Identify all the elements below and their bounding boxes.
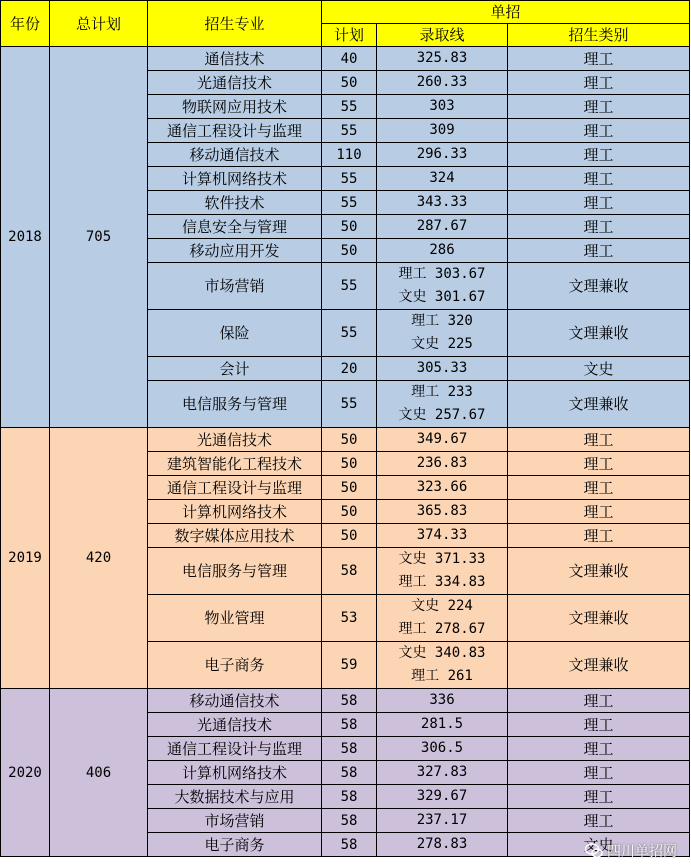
cutoff-cell [377,381,508,428]
plan-cell: 53 [322,595,377,642]
cutoff-cell [377,143,508,167]
cutoff-line: 327.83 [416,764,468,780]
year-cell: 2018 [1,47,50,428]
cutoff-cell [377,500,508,524]
major-cell: 电信服务与管理 [148,548,322,595]
cutoff-line: 文史 224 [411,598,473,614]
plan-cell: 55 [322,310,377,357]
cutoff-cell [377,167,508,191]
plan-cell: 58 [322,833,377,857]
major-cell: 保险 [148,310,322,357]
major-cell: 移动通信技术 [148,689,322,713]
cutoff-line: 343.33 [416,194,468,210]
category-cell: 理工 [508,713,690,737]
category-cell: 理工 [508,239,690,263]
major-cell: 市场营销 [148,809,322,833]
plan-cell: 58 [322,548,377,595]
plan-cell: 58 [322,761,377,785]
table-header [1,1,690,47]
cutoff-cell [377,47,508,71]
plan-cell: 40 [322,47,377,71]
cutoff-cell [377,524,508,548]
plan-cell: 55 [322,191,377,215]
cutoff-line: 281.5 [420,716,464,732]
cutoff-cell [377,119,508,143]
cutoff-line: 237.17 [416,812,468,828]
wechat-icon [585,843,603,859]
cutoff-line: 325.83 [416,50,468,66]
major-cell: 计算机网络技术 [148,761,322,785]
cutoff-line: 303 [429,98,455,114]
major-cell: 通信工程设计与监理 [148,119,322,143]
major-cell: 软件技术 [148,191,322,215]
cutoff-line: 349.67 [416,431,468,447]
cutoff-line: 329.67 [416,788,468,804]
cutoff-line: 336 [429,692,455,708]
major-cell: 光通信技术 [148,71,322,95]
cutoff-line: 文史 371.33 [398,551,486,567]
category-cell: 理工 [508,452,690,476]
cutoff-line: 理工 278.67 [398,621,486,637]
plan-cell: 58 [322,785,377,809]
category-cell: 文理兼收 [508,381,690,428]
header-major: 招生专业 [148,1,322,47]
category-cell: 理工 [508,167,690,191]
cutoff-cell [377,476,508,500]
cutoff-cell [377,689,508,713]
plan-cell: 110 [322,143,377,167]
plan-cell: 55 [322,263,377,310]
total-plan-cell: 420 [50,428,148,689]
header-year: 年份 [1,1,50,47]
cutoff-line: 306.5 [420,740,464,756]
header-cutoff: 录取线 [377,24,508,47]
category-cell: 理工 [508,47,690,71]
cutoff-line: 323.66 [416,479,468,495]
category-cell: 理工 [508,191,690,215]
plan-cell: 50 [322,524,377,548]
cutoff-line: 文史 225 [411,336,473,352]
plan-cell: 50 [322,500,377,524]
major-cell: 计算机网络技术 [148,500,322,524]
major-cell: 通信工程设计与监理 [148,476,322,500]
cutoff-cell [377,595,508,642]
category-cell: 文史 [508,833,690,857]
category-cell: 理工 [508,95,690,119]
major-cell: 移动应用开发 [148,239,322,263]
plan-cell: 50 [322,71,377,95]
major-cell: 电子商务 [148,642,322,689]
cutoff-cell [377,761,508,785]
table-row [1,47,690,71]
header-total-plan: 总计划 [50,1,148,47]
cutoff-line: 236.83 [416,455,468,471]
cutoff-line: 296.33 [416,146,468,162]
major-cell: 电信服务与管理 [148,381,322,428]
cutoff-line: 理工 334.83 [398,574,486,590]
category-cell: 理工 [508,737,690,761]
major-cell: 光通信技术 [148,428,322,452]
plan-cell: 50 [322,428,377,452]
major-cell: 市场营销 [148,263,322,310]
major-cell: 信息安全与管理 [148,215,322,239]
cutoff-line: 365.83 [416,503,468,519]
plan-cell: 58 [322,689,377,713]
major-cell: 数字媒体应用技术 [148,524,322,548]
cutoff-cell [377,95,508,119]
cutoff-line: 文史 257.67 [398,407,486,423]
cutoff-cell [377,71,508,95]
major-cell: 物业管理 [148,595,322,642]
cutoff-line: 260.33 [416,74,468,90]
plan-cell: 50 [322,476,377,500]
cutoff-line: 309 [429,122,455,138]
major-cell: 会计 [148,357,322,381]
year-cell: 2019 [1,428,50,689]
watermark [585,841,677,861]
category-cell: 理工 [508,785,690,809]
category-cell: 理工 [508,215,690,239]
major-cell: 大数据技术与应用 [148,785,322,809]
cutoff-cell [377,548,508,595]
cutoff-cell [377,452,508,476]
table-body [1,47,690,857]
cutoff-line: 286 [429,242,455,258]
table-row [1,689,690,713]
plan-cell: 55 [322,95,377,119]
category-cell: 理工 [508,143,690,167]
total-plan-cell: 705 [50,47,148,428]
header-category: 招生类别 [508,24,690,47]
cutoff-cell [377,191,508,215]
category-cell: 理工 [508,71,690,95]
cutoff-cell [377,428,508,452]
category-cell: 理工 [508,524,690,548]
cutoff-cell [377,310,508,357]
year-cell: 2020 [1,689,50,857]
major-cell: 电子商务 [148,833,322,857]
plan-cell: 20 [322,357,377,381]
cutoff-line: 理工 320 [411,313,473,329]
category-cell: 理工 [508,119,690,143]
plan-cell: 59 [322,642,377,689]
plan-cell: 55 [322,381,377,428]
total-plan-cell: 406 [50,689,148,857]
cutoff-cell [377,239,508,263]
header-plan: 计划 [322,24,377,47]
cutoff-line: 文史 340.83 [398,645,486,661]
major-cell: 计算机网络技术 [148,167,322,191]
cutoff-line: 305.33 [416,360,468,376]
cutoff-cell [377,642,508,689]
cutoff-line: 文史 301.67 [398,289,486,305]
cutoff-cell [377,737,508,761]
plan-cell: 55 [322,119,377,143]
cutoff-line: 理工 261 [411,668,473,684]
cutoff-cell [377,833,508,857]
category-cell: 理工 [508,761,690,785]
table-row [1,428,690,452]
category-cell: 文理兼收 [508,595,690,642]
category-cell: 文理兼收 [508,310,690,357]
plan-cell: 58 [322,809,377,833]
category-cell: 文史 [508,357,690,381]
cutoff-line: 278.83 [416,836,468,852]
cutoff-line: 374.33 [416,527,468,543]
watermark-text: 四川单招网 [607,844,677,860]
plan-cell: 55 [322,167,377,191]
category-cell: 文理兼收 [508,548,690,595]
cutoff-cell [377,785,508,809]
cutoff-cell [377,713,508,737]
cutoff-cell [377,809,508,833]
plan-cell: 50 [322,215,377,239]
cutoff-cell [377,263,508,310]
cutoff-line: 324 [429,170,455,186]
cutoff-cell [377,215,508,239]
plan-cell: 50 [322,452,377,476]
category-cell: 理工 [508,689,690,713]
header-single-recruit: 单招 [322,1,690,24]
category-cell: 文理兼收 [508,642,690,689]
category-cell: 理工 [508,476,690,500]
major-cell: 光通信技术 [148,713,322,737]
major-cell: 通信技术 [148,47,322,71]
cutoff-line: 理工 233 [411,384,473,400]
category-cell: 理工 [508,428,690,452]
category-cell: 理工 [508,809,690,833]
plan-cell: 50 [322,239,377,263]
major-cell: 建筑智能化工程技术 [148,452,322,476]
major-cell: 物联网应用技术 [148,95,322,119]
cutoff-line: 理工 303.67 [398,266,486,282]
cutoff-line: 287.67 [416,218,468,234]
plan-cell: 58 [322,713,377,737]
category-cell: 文理兼收 [508,263,690,310]
cutoff-cell [377,357,508,381]
plan-cell: 58 [322,737,377,761]
major-cell: 移动通信技术 [148,143,322,167]
category-cell: 理工 [508,500,690,524]
major-cell: 通信工程设计与监理 [148,737,322,761]
